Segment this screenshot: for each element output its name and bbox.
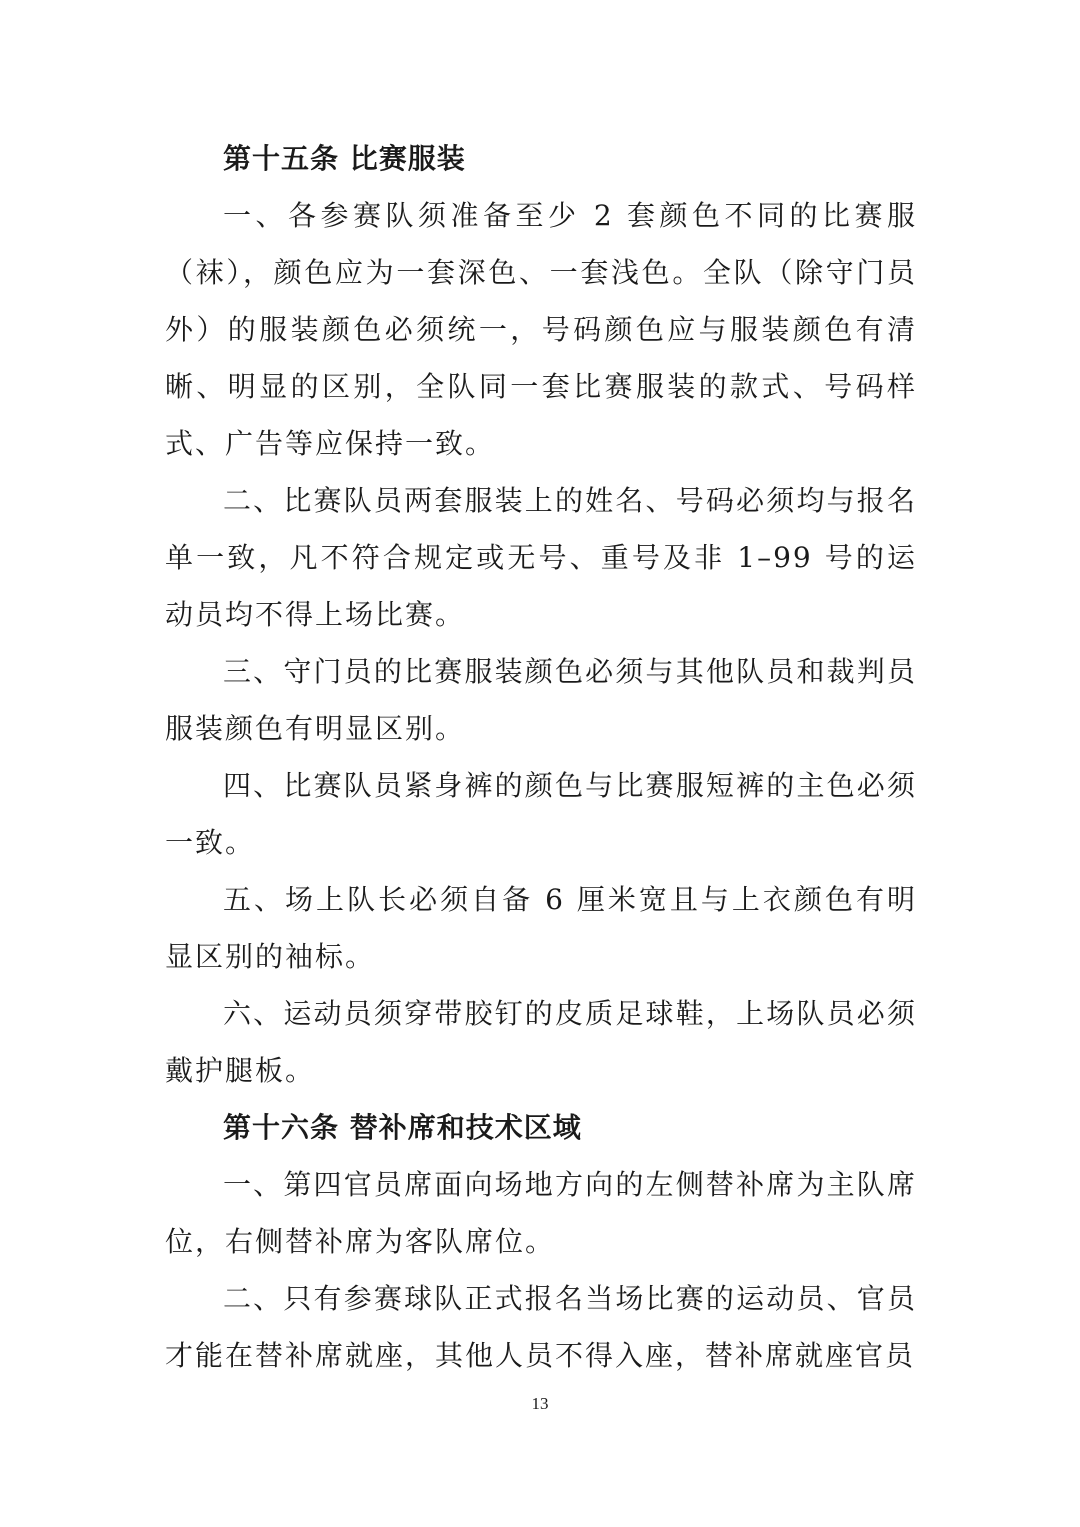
article-15-paragraph-5: 五、场上队长必须自备 6 厘米宽且与上衣颜色有明显区别的袖标。 — [165, 883, 917, 973]
article-16-heading: 第十六条 替补席和技术区域 — [223, 1111, 582, 1144]
article-16-paragraph-2: 二、只有参赛球队正式报名当场比赛的运动员、官员才能在替补席就座，其他人员不得入座，替补席就座官员 — [165, 1282, 917, 1372]
article-16-paragraph-1: 一、第四官员席面向场地方向的左侧替补席为主队席位，右侧替补席为客队席位。 — [165, 1168, 917, 1258]
article-15-paragraph-4: 四、比赛队员紧身裤的颜色与比赛服短裤的主色必须一致。 — [165, 769, 917, 859]
article-15-paragraph-2: 二、比赛队员两套服装上的姓名、号码必须均与报名单一致，凡不符合规定或无号、重号及非 1–99 号的运动员均不得上场比赛。 — [165, 484, 917, 631]
article-15-paragraph-1: 一、各参赛队须准备至少 2 套颜色不同的比赛服（袜），颜色应为一套深色、一套浅色。全队（除守门员外）的服装颜色必须统一，号码颜色应与服装颜色有清晰、明显的区别，全队同一套比赛服装的款式、号码样式、广告等应保持一致。 — [165, 199, 917, 460]
document-body — [165, 130, 917, 1384]
page-number: 13 — [531, 1394, 549, 1413]
article-15-paragraph-6: 六、运动员须穿带胶钉的皮质足球鞋，上场队员必须戴护腿板。 — [165, 997, 917, 1087]
article-15-paragraph-3: 三、守门员的比赛服装颜色必须与其他队员和裁判员服装颜色有明显区别。 — [165, 655, 917, 745]
article-15-heading: 第十五条 比赛服装 — [223, 142, 466, 175]
